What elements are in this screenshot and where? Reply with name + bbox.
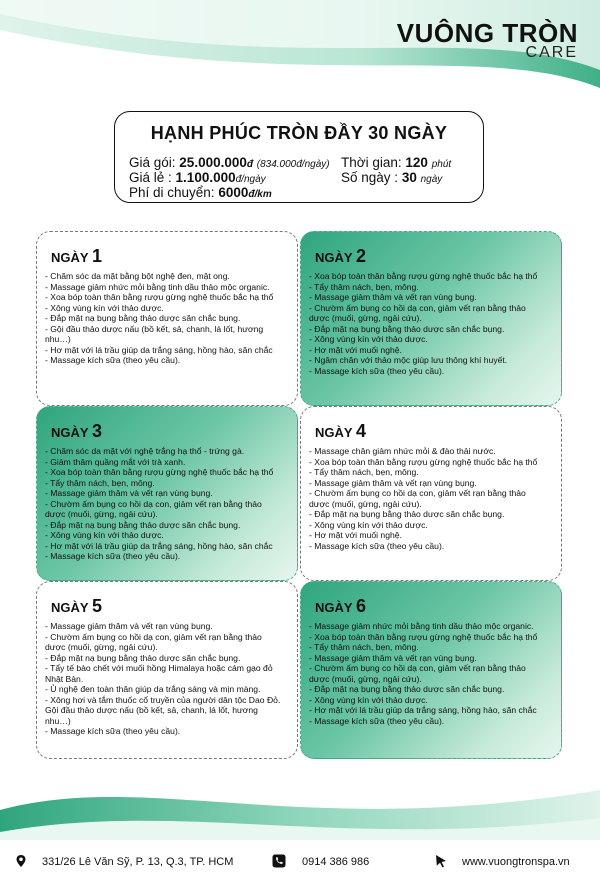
- day-item: - Tẩy thâm nách, bẹn, mông.: [309, 281, 419, 292]
- package-title: HẠNH PHÚC TRÒN ĐẦY 30 NGÀY: [150, 123, 448, 143]
- day-item: - Xoa bóp toàn thân bằng rượu gừng nghệ thuốc bắc hạ thổ: [309, 271, 538, 281]
- day-item: - Ngâm chân với thảo mộc giúp lưu thông khí huyết.: [309, 355, 508, 365]
- day-item: - Massage giảm thâm và vết rạn vùng bụng.: [309, 652, 477, 663]
- day-item: - Xoa bóp toàn thân bằng rượu gừng nghệ thuốc bắc hạ thổ: [45, 292, 274, 302]
- footer-website[interactable]: www.vuongtronspa.vn: [462, 856, 570, 868]
- location-icon: [14, 854, 28, 868]
- day-item: dược (muối, gừng, ngải cứu).: [45, 509, 158, 519]
- day-card-5: [36, 581, 298, 759]
- day-item: - Massage giảm thâm và vết rạn vùng bụng.: [309, 477, 477, 488]
- day-item: - Hơ mặt với lá trầu giúp da trắng sáng, hồng hào, săn chắc: [45, 540, 273, 551]
- day-item: - Massage kích sữa (theo yêu cầu).: [45, 726, 181, 736]
- day-item: nhu…): [45, 715, 71, 726]
- day-item: - Hơ mặt với lá trầu giúp da trắng sáng, hồng hào, săn chắc: [45, 344, 273, 355]
- day-items: [45, 446, 291, 562]
- day-item: - Đắp mặt nạ bụng bằng thảo dược săn chắc bụng.: [45, 652, 241, 663]
- day-item: - Xông vùng kín với thảo dược.: [309, 694, 428, 705]
- brand-sub: CARE: [525, 44, 578, 61]
- day-item: - Tẩy thâm nách, bẹn, mông.: [309, 467, 419, 477]
- day-item: - Hơ mặt với muối nghệ.: [309, 344, 402, 355]
- day-title: NGÀY 6: [315, 596, 366, 616]
- day-item: - Giảm thâm quầng mắt với trà xanh.: [45, 456, 186, 467]
- day-item: - Tẩy thâm nách, bẹn, mông.: [309, 642, 419, 652]
- package-price: Giá gói: 25.000.000đ (834.000đ/ngày): [129, 155, 330, 170]
- day-items: [45, 271, 291, 366]
- retail-price: Giá lẻ : 1.100.000đ/ngày: [129, 170, 266, 185]
- day-item: - Chườm ấm bụng co hồi dạ con, giảm vết rạn bằng thảo: [309, 488, 526, 498]
- day-title: NGÀY 2: [315, 246, 366, 266]
- day-item: - Massage chân giảm nhức mỏi & đào thải nước.: [309, 446, 496, 456]
- day-items: [309, 271, 555, 376]
- day-item: - Chườm ấm bụng co hồi dạ con, giảm vết rạn bằng thảo: [45, 631, 262, 642]
- day-items: [309, 621, 555, 726]
- day-item: - Đắp mặt nạ bụng bằng thảo dược săn chắc bụng.: [309, 509, 505, 519]
- day-card-1: [36, 231, 298, 406]
- day-item: - Xông vùng kín với thảo dược.: [45, 530, 164, 540]
- day-item: - Xông vùng kín với thảo dược.: [309, 519, 428, 530]
- day-item: - Chăm sóc da mặt với nghệ trắng hạ thổ - trứng gà.: [45, 446, 245, 456]
- session-time: Thời gian: 120 phút: [341, 155, 452, 170]
- day-item: - Chăm sóc da mặt bằng bột nghệ đen, mật ong.: [45, 271, 230, 281]
- day-item: - Xoa bóp toàn thân bằng rượu gừng nghệ thuốc bắc hạ thổ: [309, 456, 538, 467]
- day-item: dược (muối, gừng, ngải cứu).: [309, 673, 422, 684]
- day-item: - Đắp mặt nạ bụng bằng thảo dược săn chắc bụng.: [45, 519, 241, 530]
- phone-icon: [272, 854, 286, 868]
- day-item: - Xoa bóp toàn thân bằng rượu gừng nghệ thuốc bắc hạ thổ: [45, 467, 274, 477]
- day-item: - Gội đầu thảo dược nấu (bồ kết, sả, chanh, lá lốt, hương: [45, 323, 264, 334]
- cursor-icon: [434, 854, 448, 868]
- day-item: - Chườm ấm bụng co hồi dạ con, giảm vết rạn bằng thảo: [309, 302, 526, 313]
- day-item: dược (muối, gừng, ngải cứu).: [309, 313, 422, 323]
- day-item: - Hơ mặt với lá trầu giúp da trắng sáng, hồng hào, săn chắc: [309, 705, 537, 715]
- day-item: nhu…): [45, 334, 71, 344]
- day-item: - Hơ mặt với muối nghệ.: [309, 530, 402, 540]
- day-card-4: [300, 406, 562, 581]
- day-title: NGÀY 3: [51, 421, 102, 441]
- day-item: - Massage kích sữa (theo yêu cầu).: [309, 365, 445, 376]
- day-item: - Massage giảm thâm và vết rạn vùng bụng.: [45, 621, 213, 631]
- day-title: NGÀY 1: [51, 246, 102, 266]
- day-item: dược (muối, gừng, ngải cứu).: [45, 642, 158, 652]
- day-item: - Đắp mặt nạ bụng bằng thảo dược săn chắc bụng.: [45, 313, 241, 323]
- day-item: - Massage kích sữa (theo yêu cầu).: [45, 355, 181, 365]
- day-item: - Chườm ấm bụng co hồi dạ con, giảm vết rạn bằng thảo: [45, 498, 262, 509]
- session-days: Số ngày : 30 ngày: [341, 170, 443, 185]
- day-item: - Đắp mặt nạ bụng bằng thảo dược săn chắc bụng.: [309, 323, 505, 334]
- package-box: [114, 111, 484, 203]
- day-item: - Xông vùng kín với thảo dược.: [309, 334, 428, 344]
- day-item: - Ủ nghệ đen toàn thân giúp da trắng sáng và mịn màng.: [45, 684, 261, 694]
- day-item: - Massage giảm nhức mỏi bằng tinh dầu thảo mộc organic.: [45, 281, 270, 292]
- footer-phone[interactable]: 0914 386 986: [302, 856, 370, 868]
- day-item: - Tẩy tế bào chết với muối hồng Himalaya hoặc cám gạo đỏ: [45, 663, 273, 673]
- day-card-6: [300, 581, 562, 759]
- brand-name: VUÔNG TRÒN: [396, 18, 578, 48]
- footer-address: 331/26 Lê Văn Sỹ, P. 13, Q.3, TP. HCM: [42, 856, 234, 868]
- day-item: dược (muối, gừng, ngải cứu).: [309, 498, 422, 509]
- day-item: - Massage giảm thâm và vết rạn vùng bụng.: [309, 292, 477, 302]
- day-item: - Đắp mặt nạ bụng bằng thảo dược săn chắc bụng.: [309, 684, 505, 694]
- day-item: Gội đầu thảo dược nấu (bồ kết, sả, chanh, lá lốt, hương: [45, 705, 258, 715]
- day-items: [45, 621, 291, 737]
- day-item: - Tẩy thâm nách, bẹn, mông.: [45, 477, 155, 488]
- day-item: - Massage kích sữa (theo yêu cầu).: [309, 540, 445, 551]
- day-item: - Massage giảm nhức mỏi bằng tinh dầu thảo mộc organic.: [309, 621, 534, 631]
- header-wave: [0, 0, 600, 100]
- day-item: - Xông hơi và tắm thuốc cổ truyền của người dân tộc Dao Đỏ.: [45, 694, 281, 705]
- day-item: - Chườm ấm bụng co hồi dạ con, giảm vết rạn bằng thảo: [309, 663, 526, 673]
- travel-fee: Phí di chuyển: 6000đ/km: [129, 185, 272, 200]
- day-item: - Xông vùng kín với thảo dược.: [45, 302, 164, 313]
- day-item: - Massage kích sữa (theo yêu cầu).: [45, 551, 181, 561]
- day-card-3: [36, 406, 298, 581]
- day-card-2: [300, 231, 562, 406]
- day-item: - Massage giảm thâm và vết rạn vùng bụng.: [45, 488, 213, 498]
- day-items: [309, 446, 555, 551]
- day-title: NGÀY 4: [315, 421, 366, 441]
- day-item: - Xoa bóp toàn thân bằng rượu gừng nghệ thuốc bắc hạ thổ: [309, 631, 538, 642]
- day-title: NGÀY 5: [51, 596, 102, 616]
- day-item: Nhật Bản.: [45, 673, 84, 684]
- day-item: - Massage kích sữa (theo yêu cầu).: [309, 715, 445, 726]
